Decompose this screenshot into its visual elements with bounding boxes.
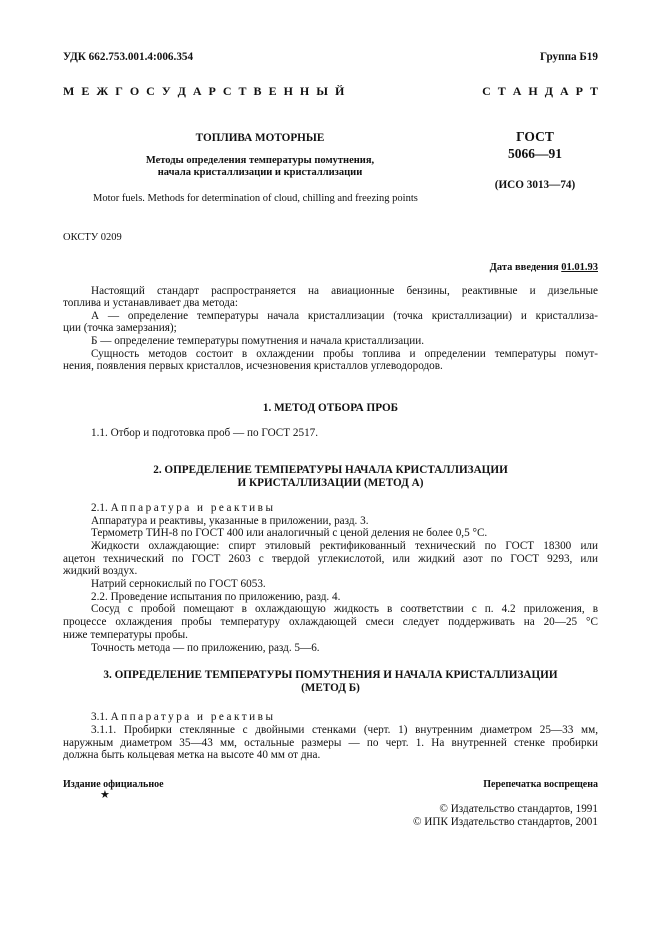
paragraph-line: Настоящий стандарт распространяется на авиационные бензины, реактивные и дизельные xyxy=(91,285,598,297)
paragraph-line: нения, появления первых кристаллов, исчезновения кристаллов углеводородов. xyxy=(63,360,443,372)
paragraph-line: наружным диаметром 35—43 мм, остальные размеры — по черт. 1. На внутренней стенке пробирки xyxy=(63,737,598,749)
paragraph-line: ции (точка замерзания); xyxy=(63,322,177,334)
section-1-title: 1. МЕТОД ОТБОРА ПРОБ xyxy=(262,402,399,414)
gost-number: 5066—91 xyxy=(508,146,562,161)
paragraph-line: жидкий воздух. xyxy=(63,565,138,577)
standard-label: С Т А Н Д А Р Т xyxy=(482,84,598,98)
paragraph-line: должна быть кольцевая метка на высоте 40 мм от дна. xyxy=(63,749,321,761)
section-3-title: 3. ОПРЕДЕЛЕНИЕ ТЕМПЕРАТУРЫ ПОМУТНЕНИЯ И НАЧАЛА КРИСТАЛЛИЗАЦИИ xyxy=(103,669,558,681)
interstate-label: М Е Ж Г О С У Д А Р С Т В Е Н Н Ы Й xyxy=(63,84,345,98)
paragraph-line: топлива и устанавливает два метода: xyxy=(63,297,238,309)
paragraph-line: Сосуд с пробой помещают в охлаждающую жидкость в соответствии с п. 4.2 приложения, в xyxy=(91,603,598,615)
paragraph-line: Натрий сернокислый по ГОСТ 6053. xyxy=(91,578,266,590)
subsection-2-1-heading: 2.1. Аппаратура и реактивы xyxy=(91,502,276,514)
title-english: Motor fuels. Methods for determination of cloud, chilling and freezing points xyxy=(93,193,418,204)
gost-label: ГОСТ xyxy=(516,129,554,144)
paragraph-line: ниже температуры пробы. xyxy=(63,629,188,641)
paragraph-line: Термометр ТИН-8 по ГОСТ 400 или аналогичный с ценой деления не более 0,5 °С. xyxy=(91,527,488,539)
star-icon: ★ xyxy=(100,789,110,801)
title-main: ТОПЛИВА МОТОРНЫЕ xyxy=(195,132,325,144)
official-edition: Издание официальное xyxy=(63,779,164,790)
reprint-notice: Перепечатка воспрещена xyxy=(483,779,598,790)
paragraph-line: процессе охлаждения пробы температуру охлаждающей смеси следует поддерживать на 20—25 °С xyxy=(63,616,598,628)
section-2-title: 2. ОПРЕДЕЛЕНИЕ ТЕМПЕРАТУРЫ НАЧАЛА КРИСТАЛЛИЗАЦИИ xyxy=(153,464,508,476)
paragraph-line: ацетон технический по ГОСТ 2603 с твердой углекислотой, или жидкий азот по ГОСТ 9293, или xyxy=(63,553,598,565)
group: Группа Б19 xyxy=(540,51,598,63)
paragraph-line: 2.2. Проведение испытания по приложению, разд. 4. xyxy=(91,591,341,603)
paragraph-line: Сущность методов состоит в охлаждении пробы топлива и определении температуры помут- xyxy=(91,348,598,360)
date-introduced: Дата введения 01.01.93 xyxy=(489,262,598,273)
copyright-2: © ИПК Издательство стандартов, 2001 xyxy=(412,816,598,828)
title-sub-1: Методы определения температуры помутнения, xyxy=(145,155,375,166)
paragraph-line: 1.1. Отбор и подготовка проб — по ГОСТ 2517. xyxy=(91,427,319,439)
copyright-1: © Издательство стандартов, 1991 xyxy=(439,803,598,815)
section-3-title-cont: (МЕТОД Б) xyxy=(301,682,360,694)
oksty: ОКСТУ 0209 xyxy=(63,232,122,243)
paragraph-line: Б — определение температуры помутнения и начала кристаллизации. xyxy=(91,335,425,347)
udk: УДК 662.753.001.4:006.354 xyxy=(63,51,194,63)
iso-ref: (ИСО 3013—74) xyxy=(494,179,576,191)
paragraph-line: Аппаратура и реактивы, указанные в приложении, разд. 3. xyxy=(91,515,369,527)
paragraph-line: Точность метода — по приложению, разд. 5—6. xyxy=(91,642,320,654)
paragraph-line: 3.1.1. Пробирки стеклянные с двойными стенками (черт. 1) внутренним диаметром 25—33 мм, xyxy=(91,724,598,736)
section-2-title-cont: И КРИСТАЛЛИЗАЦИИ (МЕТОД А) xyxy=(237,477,424,489)
paragraph-line: А — определение температуры начала кристаллизации (точка кристаллизации) и кристаллиза- xyxy=(91,310,598,322)
subsection-3-1-heading: 3.1. Аппаратура и реактивы xyxy=(91,711,276,723)
title-sub-2: начала кристаллизации и кристаллизации xyxy=(157,167,363,178)
paragraph-line: Жидкости охлаждающие: спирт этиловый ректификованный технический по ГОСТ 18300 или xyxy=(91,540,598,552)
